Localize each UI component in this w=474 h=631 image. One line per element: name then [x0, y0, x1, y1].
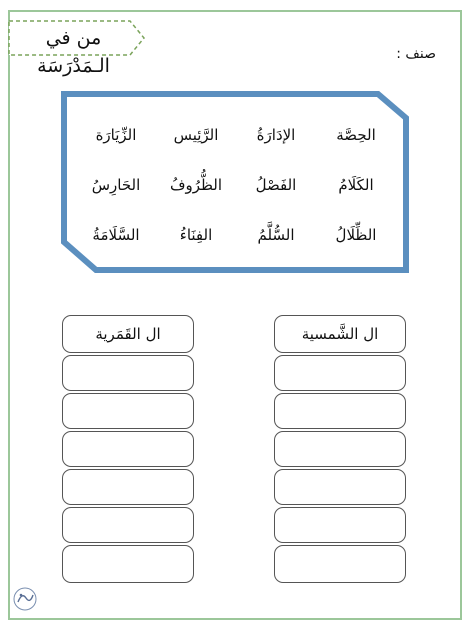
word-item: السَّلَامَةُ [92, 226, 140, 244]
word-item: الفِنَاءُ [179, 226, 213, 244]
author-logo-icon [12, 586, 38, 612]
class-label: صنف : [396, 46, 436, 62]
title-tag [6, 18, 148, 77]
word-item: الظُّرُوفُ [169, 176, 223, 194]
lunar-answer-cell[interactable] [62, 545, 194, 583]
word-bank-box [60, 88, 410, 274]
lunar-answer-cell[interactable] [62, 355, 194, 391]
lunar-answer-cell[interactable] [62, 393, 194, 429]
page-title: من في الـمَدْرَسَة [37, 27, 110, 77]
word-item: الحِصَّة [336, 126, 376, 144]
solar-answer-cell[interactable] [274, 507, 406, 543]
word-item: الإدَارَةُ [256, 126, 296, 144]
lunar-column-header: ال القَمَرية [62, 315, 194, 353]
solar-answer-cell[interactable] [274, 431, 406, 467]
solar-column-header: ال الشَّمسية [274, 315, 406, 353]
solar-column [274, 315, 406, 583]
solar-answer-cell[interactable] [274, 545, 406, 583]
lunar-answer-cell[interactable] [62, 469, 194, 505]
lunar-answer-cell[interactable] [62, 507, 194, 543]
solar-answer-cell[interactable] [274, 355, 406, 391]
word-item: الظِّلَالُ [335, 226, 377, 244]
word-grid [76, 110, 396, 260]
lunar-column [62, 315, 194, 583]
solar-answer-cell[interactable] [274, 393, 406, 429]
word-item: الحَارِسُ [91, 176, 141, 194]
word-item: الكَلَامُ [338, 176, 374, 194]
word-item: الفَصْلُ [255, 176, 297, 194]
word-item: الرَّئِيس [173, 126, 219, 144]
solar-answer-cell[interactable] [274, 469, 406, 505]
lunar-answer-cell[interactable] [62, 431, 194, 467]
word-item: الزِّيَارَة [95, 126, 137, 144]
word-item: السُّلَّمُ [257, 226, 295, 244]
